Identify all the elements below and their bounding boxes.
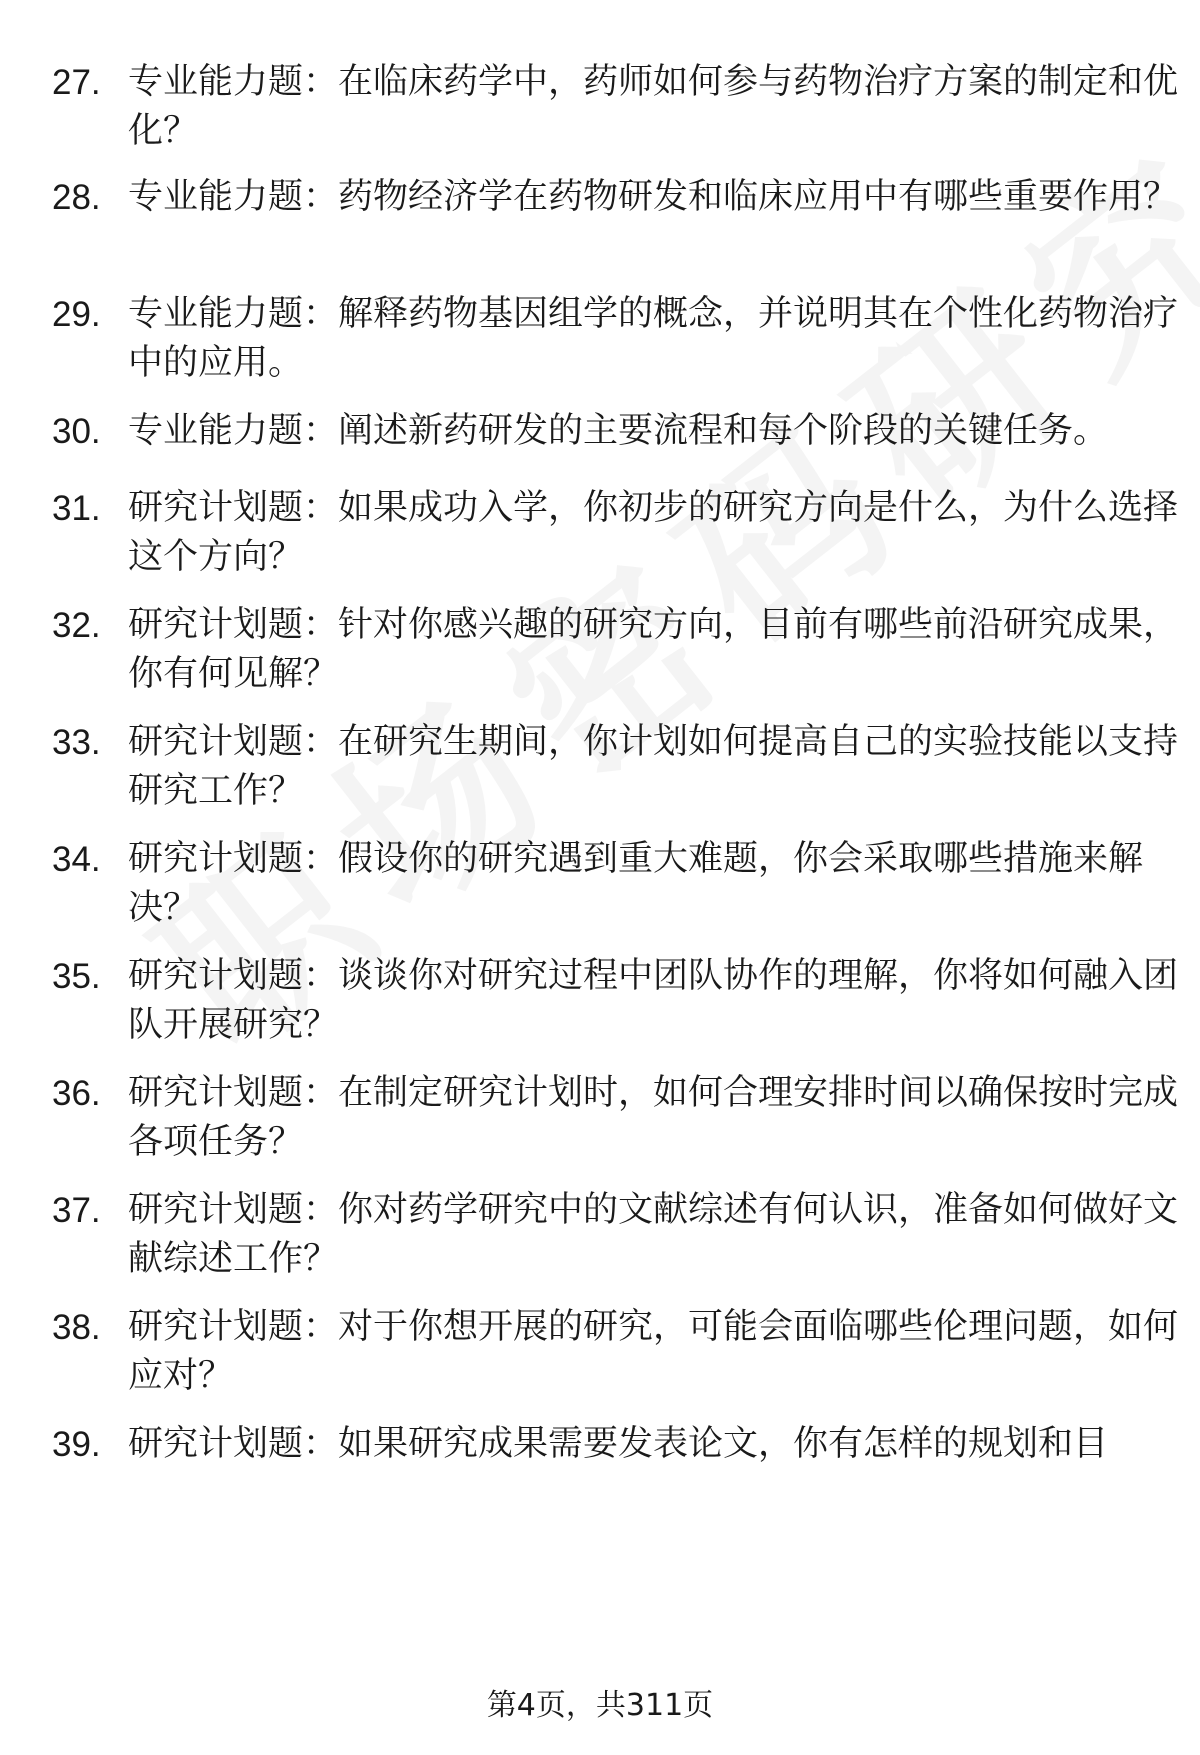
question-text: 专业能力题：在临床药学中，药师如何参与药物治疗方案的制定和优化？ (128, 62, 1179, 151)
question-number: 38. (52, 1308, 101, 1347)
question-text: 研究计划题：谈谈你对研究过程中团队协作的理解，你将如何融入团队开展研究？ (128, 956, 1179, 1045)
question-text: 专业能力题：药物经济学在药物研发和临床应用中有哪些重要作用？ (128, 177, 1179, 217)
question-text: 研究计划题：在研究生期间，你计划如何提高自己的实验技能以支持研究工作？ (128, 722, 1179, 811)
question-text: 研究计划题：针对你感兴趣的研究方向，目前有哪些前沿研究成果，你有何见解？ (128, 605, 1179, 694)
question-text: 专业能力题：阐述新药研发的主要流程和每个阶段的关键任务。 (128, 411, 1109, 451)
question-number: 33. (52, 723, 101, 762)
question-number: 37. (52, 1191, 101, 1230)
question-text: 研究计划题：如果研究成果需要发表论文，你有怎样的规划和目 (128, 1424, 1109, 1464)
page-footer (0, 1686, 1200, 1726)
question-text: 研究计划题：假设你的研究遇到重大难题，你会采取哪些措施来解决？ (128, 839, 1144, 928)
question-number: 32. (52, 606, 101, 645)
question-number: 35. (52, 957, 101, 996)
question-number: 34. (52, 840, 101, 879)
question-number: 28. (52, 178, 101, 217)
question-number: 27. (52, 63, 101, 102)
page-number-label: 第4页，共311页 (486, 1688, 714, 1723)
question-text: 研究计划题：在制定研究计划时，如何合理安排时间以确保按时完成各项任务？ (128, 1073, 1179, 1162)
question-number: 39. (52, 1425, 101, 1464)
question-number: 29. (52, 295, 101, 334)
question-text: 专业能力题：解释药物基因组学的概念，并说明其在个性化药物治疗中的应用。 (128, 294, 1179, 383)
question-number: 31. (52, 489, 101, 528)
question-text: 研究计划题：你对药学研究中的文献综述有何认识，准备如何做好文献综述工作？ (128, 1190, 1179, 1279)
question-text: 研究计划题：对于你想开展的研究，可能会面临哪些伦理问题，如何应对？ (128, 1307, 1179, 1396)
question-text: 研究计划题：如果成功入学，你初步的研究方向是什么，为什么选择这个方向？ (128, 488, 1179, 577)
question-number: 36. (52, 1074, 101, 1113)
question-number: 30. (52, 412, 101, 451)
